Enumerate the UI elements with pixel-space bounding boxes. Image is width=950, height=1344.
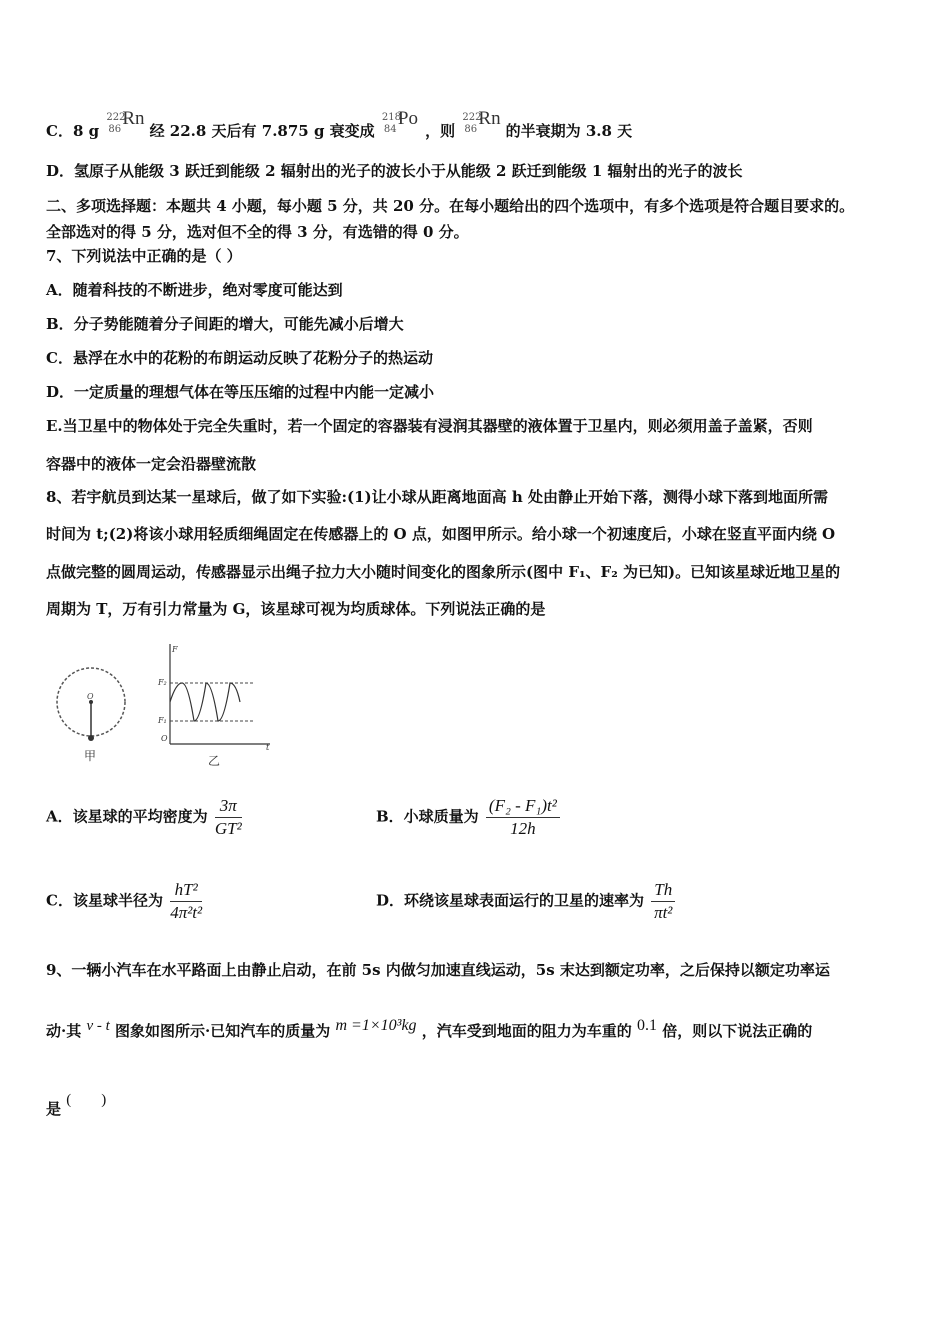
q8-option-d bbox=[376, 880, 677, 923]
q8-d-fraction: $\frac{Th}{\text{πt²}}$ bbox=[651, 880, 675, 923]
figure-yi bbox=[157, 644, 270, 768]
q8-line2: 时间为 t;(2)将该小球用轻质细绳固定在传感器上的 O 点，如图甲所示。给小球一个初速度后，小球在竖直平面内绕 O bbox=[46, 525, 836, 543]
q9-l2c: 图象如图所示·已知汽车的质量为 bbox=[115, 1022, 331, 1040]
axis-t: t bbox=[266, 743, 270, 752]
nuclide-rn-2: 222 86 Rn bbox=[462, 108, 501, 135]
label-yi: 乙 bbox=[208, 754, 221, 768]
section2-line1: 二、多项选择题：本题共 4 小题，每小题 5 分，共 20 分。在每小题给出的四个选项中，有多个选项是符合题目要求的。 bbox=[46, 197, 855, 215]
option-d-prev: D．氢原子从能级 3 跃迁到能级 2 辐射出的光子的波长小于从能级 2 跃迁到能级 1 辐射出的光子的波长 bbox=[46, 162, 743, 180]
q8-c-text: C．该星球半径为 bbox=[46, 891, 163, 910]
q8-c-fraction: $\frac{\text{hT²}}{\text{4π²t²}}$ bbox=[170, 880, 203, 922]
nuclide-rn-1: 222 86 Rn bbox=[106, 108, 145, 135]
q9-line3 bbox=[46, 1090, 106, 1119]
figure-jia bbox=[57, 668, 125, 763]
nuclide-po: 218 84 Po bbox=[381, 108, 418, 135]
q8-a-text: A．该星球的平均密度为 bbox=[46, 807, 208, 826]
q9-coef: 0.1 bbox=[637, 1017, 658, 1034]
section2-line2: 全部选对的得 5 分，选对但不全的得 3 分，有选错的得 0 分。 bbox=[46, 223, 469, 241]
q8-line1: 8、若宇航员到达某一星球后，做了如下实验:(1)让小球从距离地面高 h 处由静止开始下落，测得小球下落到地面所需 bbox=[46, 488, 828, 506]
q8-b-fraction: $\frac{\text{(F₂ - F₁)t²}}{12h}$ bbox=[486, 796, 560, 839]
q9-vt: v - t bbox=[86, 1018, 110, 1034]
q8-b-text: B．小球质量为 bbox=[376, 807, 479, 826]
q9-l2g: 倍，则以下说法正确的 bbox=[662, 1022, 813, 1040]
q7-option-a: A．随着科技的不断进步，绝对零度可能达到 bbox=[46, 281, 343, 299]
label-f1: F₁ bbox=[158, 716, 167, 725]
q7-option-c: C．悬浮在水中的花粉的布朗运动反映了花粉分子的热运动 bbox=[46, 349, 433, 367]
label-o: O bbox=[87, 692, 94, 701]
q9-l3a: 是 bbox=[46, 1100, 62, 1118]
q8-option-c bbox=[46, 880, 204, 923]
q9-line2 bbox=[46, 1016, 812, 1041]
q9-line1: 9、一辆小汽车在水平路面上由静止启动，在前 5s 内做匀加速直线运动，5s 末达到额定功率，之后保持以额定功率运 bbox=[46, 961, 830, 979]
option-c-tail: 的半衰期为 3.8 天 bbox=[505, 122, 633, 140]
option-c-mid1: 经 22.8 天后有 7.875 g 衰变成 bbox=[149, 122, 375, 140]
q8-line4: 周期为 T，万有引力常量为 G，该星球可视为均质球体。下列说法正确的是 bbox=[46, 600, 546, 618]
q9-mass: m =1×10³kg bbox=[335, 1017, 417, 1034]
q8-option-b bbox=[376, 796, 562, 839]
q9-blank: ( ) bbox=[66, 1092, 107, 1108]
q8-figure bbox=[50, 640, 280, 770]
q9-l2e: ，汽车受到地面的阻力为车重的 bbox=[421, 1022, 632, 1040]
q9-l2a: 动·其 bbox=[46, 1022, 82, 1040]
q8-option-a bbox=[46, 796, 244, 839]
label-origin: O bbox=[161, 734, 168, 743]
label-jia: 甲 bbox=[84, 749, 97, 763]
option-c-label: C．8 g bbox=[46, 122, 100, 140]
q7-option-d: D．一定质量的理想气体在等压压缩的过程中内能一定减小 bbox=[46, 383, 435, 401]
q8-d-text: D．环绕该星球表面运行的卫星的速率为 bbox=[376, 891, 645, 910]
q7-option-e-2: 容器中的液体一定会沿器壁流散 bbox=[46, 455, 257, 473]
label-f2: F₂ bbox=[158, 678, 167, 687]
q8-a-fraction: $\frac{3\pi}{\text{GT²}}$ bbox=[214, 796, 242, 838]
q7-option-e-1: E.当卫星中的物体处于完全失重时，若一个固定的容器装有浸润其器壁的液体置于卫星内，则必须用盖子盖紧，否则 bbox=[46, 417, 813, 435]
q7-option-b: B．分子势能随着分子间距的增大，可能先减小后增大 bbox=[46, 315, 404, 333]
option-c-prev bbox=[46, 108, 632, 142]
q7-stem: 7、下列说法中正确的是（ ） bbox=[46, 247, 242, 265]
option-c-mid2: ，则 bbox=[425, 122, 456, 140]
axis-f: F bbox=[172, 645, 178, 654]
q8-line3: 点做完整的圆周运动，传感器显示出绳子拉力大小随时间变化的图象所示(图中 F₁、F₂ 为已知)。已知该星球近地卫星的 bbox=[46, 563, 841, 581]
